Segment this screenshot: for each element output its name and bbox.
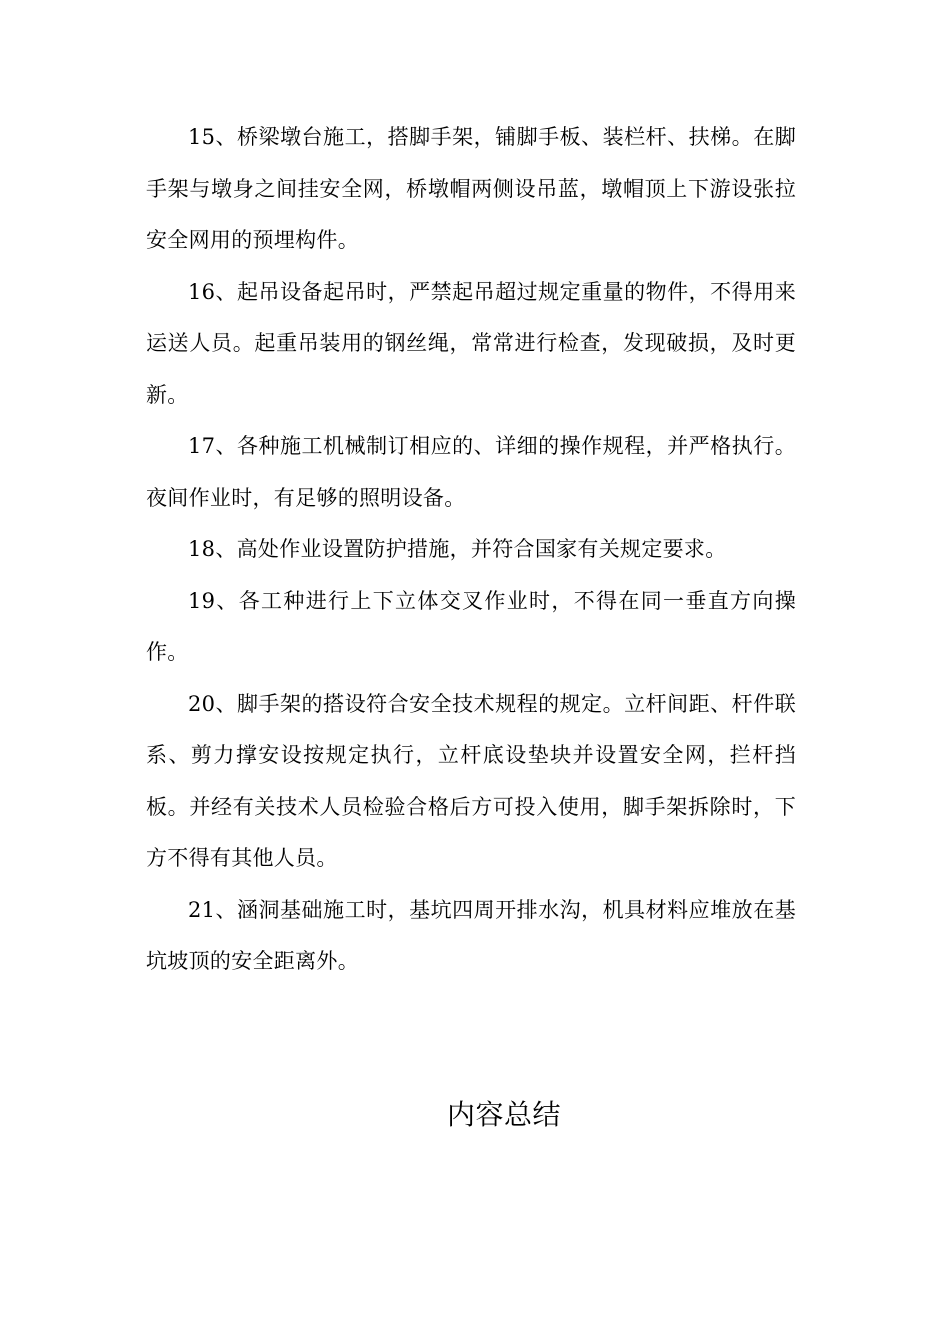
paragraph-17: 17、各种施工机械制订相应的、详细的操作规程，并严格执行。夜间作业时，有足够的照明设备。 — [146, 434, 796, 510]
paragraph-18: 18、高处作业设置防护措施，并符合国家有关规定要求。 — [188, 537, 727, 561]
document-body — [146, 112, 796, 988]
paragraph-20: 20、脚手架的搭设符合安全技术规程的规定。立杆间距、杆件联系、剪力撑安设按规定执行，立杆底设垫块并设置安全网，拦杆挡板。并经有关技术人员检验合格后方可投入使用，脚手架拆除时，下方不得有其他人员。 — [146, 691, 796, 870]
paragraph-16: 16、起吊设备起吊时，严禁起吊超过规定重量的物件，不得用来运送人员。起重吊装用的钢丝绳，常常进行检查，发现破损，及时更新。 — [146, 279, 796, 407]
paragraph-19: 19、各工种进行上下立体交叉作业时，不得在同一垂直方向操作。 — [146, 588, 796, 664]
summary-title: 内容总结 — [446, 1098, 561, 1131]
paragraph-15: 15、桥梁墩台施工，搭脚手架，铺脚手板、装栏杆、扶梯。在脚手架与墩身之间挂安全网，桥墩帽两侧设吊蓝，墩帽顶上下游设张拉安全网用的预埋构件。 — [146, 125, 796, 252]
paragraph-21: 21、涵洞基础施工时，基坑四周开排水沟，机具材料应堆放在基坑坡顶的安全距离外。 — [146, 897, 796, 973]
